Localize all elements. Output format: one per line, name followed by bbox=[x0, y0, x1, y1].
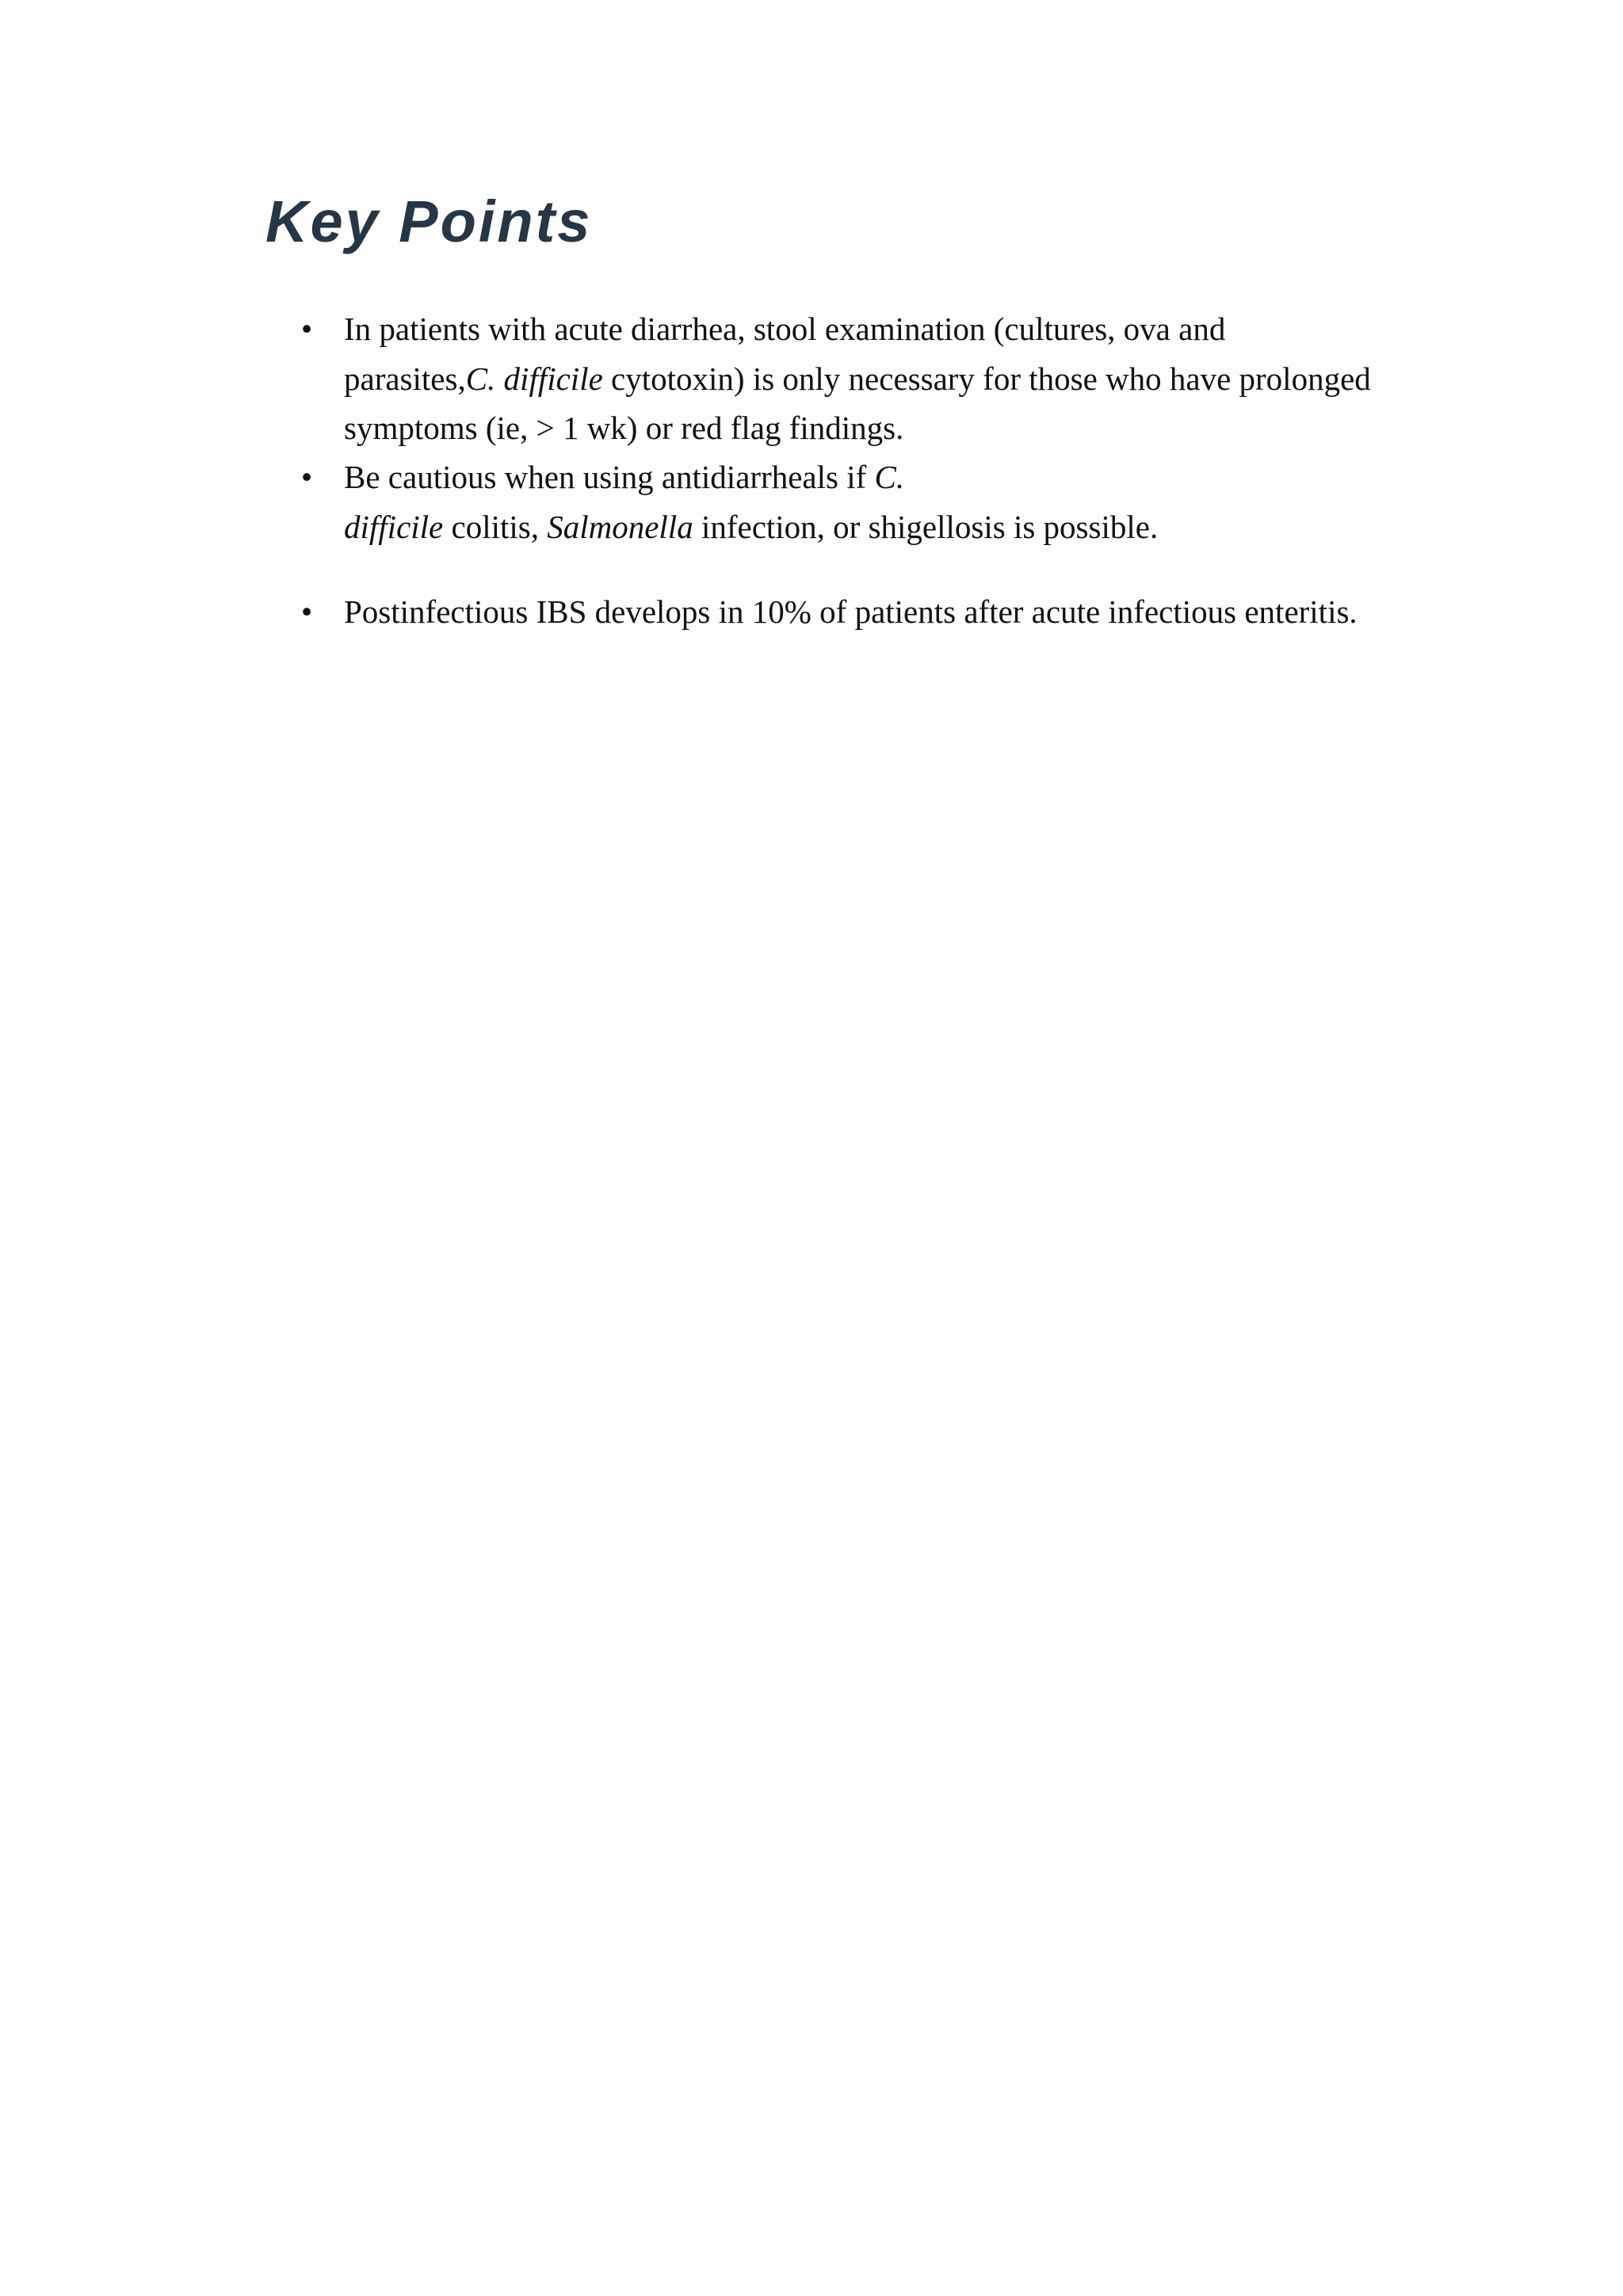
bullet-icon: • bbox=[300, 311, 313, 347]
bullet-icon: • bbox=[300, 459, 313, 495]
italic-term: C. bbox=[874, 459, 905, 495]
list-item bbox=[300, 587, 1469, 637]
text-line: In patients with acute diarrhea, stool examination (cultures, ova and bbox=[344, 311, 1226, 347]
text-line: Postinfectious IBS develops in 10% of patients after acute infectious enteritis. bbox=[344, 593, 1358, 630]
bullet-icon: • bbox=[300, 593, 313, 630]
text-line: Be cautious when using antidiarrheals if C. bbox=[344, 459, 905, 495]
page-title: Key Points bbox=[265, 189, 593, 254]
text-line: symptoms (ie, > 1 wk) or red flag findings. bbox=[344, 410, 904, 446]
text-line: parasites,C. difficile cytotoxin) is only necessary for those who have prolonged bbox=[344, 360, 1371, 397]
list-item bbox=[300, 452, 1469, 551]
text-line: difficile colitis, Salmonella infection, or shigellosis is possible. bbox=[344, 508, 1159, 545]
italic-term: C. difficile bbox=[465, 360, 603, 397]
italic-term: Salmonella bbox=[547, 508, 693, 545]
list-item bbox=[300, 304, 1469, 453]
italic-term: difficile bbox=[344, 508, 444, 545]
